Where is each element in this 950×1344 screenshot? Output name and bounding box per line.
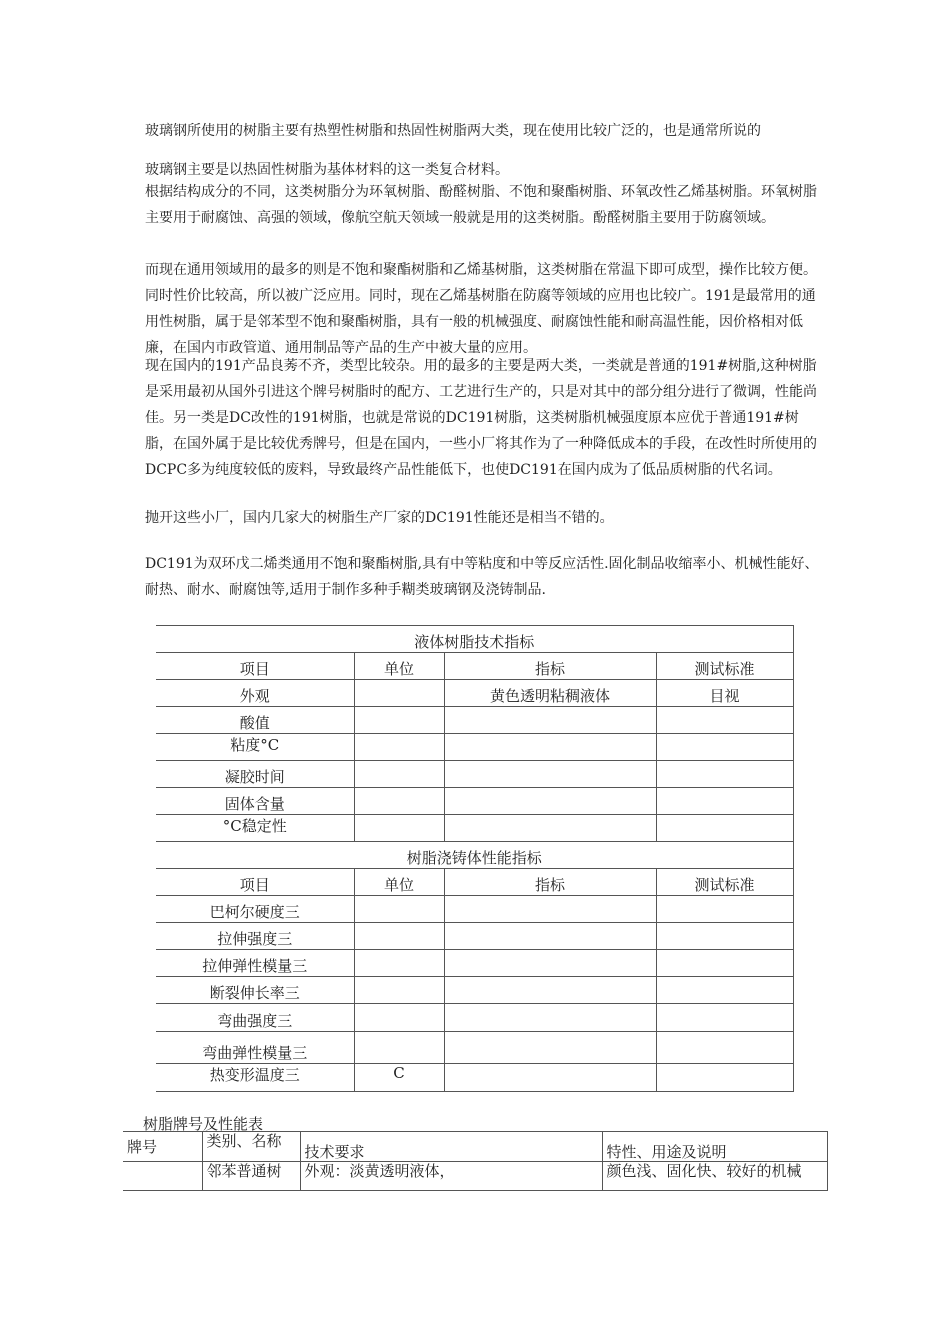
table-cell bbox=[444, 896, 656, 923]
table-cell: 巴柯尔硬度三 bbox=[156, 896, 354, 923]
table-row bbox=[156, 1004, 793, 1032]
table-row bbox=[156, 815, 793, 842]
table-cell bbox=[656, 734, 793, 761]
liquid-table-title: 液体树脂技术指标 bbox=[156, 626, 793, 653]
table-cell bbox=[656, 896, 793, 923]
table-cell bbox=[354, 707, 444, 734]
table-cell: 粘度°C bbox=[156, 734, 354, 761]
table-cell bbox=[656, 1032, 793, 1064]
table-cell: 外观：淡黄透明液体， bbox=[300, 1162, 602, 1191]
table-cell: 邻苯普通树 bbox=[202, 1162, 300, 1191]
paragraph-7: DC191为双环戊二烯类通用不饱和聚酯树脂,具有中等粘度和中等反应活性.固化制品收缩率小、机械性能好、耐热、耐水、耐腐蚀等,适用于制作多种手糊类玻璃钢及浇铸制品. bbox=[145, 556, 819, 598]
table-cell bbox=[444, 977, 656, 1004]
table-cell: 热变形温度三 bbox=[156, 1064, 354, 1092]
table-cell bbox=[354, 896, 444, 923]
liquid-header-index: 指标 bbox=[444, 653, 656, 680]
paragraph-4: 而现在通用领域用的最多的则是不饱和聚酯树脂和乙烯基树脂，这类树脂在常温下即可成型，操作比较方便。同时性价比较高，所以被广泛应用。同时，现在乙烯基树脂在防腐等领域的应用也比较广。191是最常用的通用性树脂，属于是邻苯型不饱和聚酯树脂，具有一般的机械强度、耐腐蚀性能和耐高温性能，因价格相对低廉，在国内市政管道、通用制品等产品的生产中被大量的应用。 bbox=[145, 262, 817, 356]
cast-header-item: 项目 bbox=[156, 869, 354, 896]
table-cell bbox=[444, 1004, 656, 1032]
table-cell: 黄色透明粘稠液体 bbox=[444, 680, 656, 707]
paragraph-5: 现在国内的191产品良莠不齐，类型比较杂。用的最多的主要是两大类，一类就是普通的191#树脂,这种树脂是采用最初从国外引进这个牌号树脂时的配方、工艺进行生产的，只是对其中的部分组分进行了微调，性能尚佳。另一类是DC改性的191树脂，也就是常说的DC191树脂，这类树脂机械强度原本应优于普通191#树脂，在国外属于是比较优秀牌号，但是在国内，一些小厂将其作为了一种降低成本的手段，在改性时所使用的DCPC多为纯度较低的废料，导致最终产品性能低下，也使DC191在国内成为了低品质树脂的代名词。 bbox=[145, 358, 817, 478]
table-cell bbox=[354, 950, 444, 977]
table-cell: 目视 bbox=[656, 680, 793, 707]
cast-header-index: 指标 bbox=[444, 869, 656, 896]
table-cell bbox=[354, 1032, 444, 1064]
table-cell bbox=[656, 815, 793, 842]
table-cell bbox=[354, 977, 444, 1004]
table-cell: 凝胶时间 bbox=[156, 761, 354, 788]
table-row bbox=[156, 788, 793, 815]
cast-header-unit: 单位 bbox=[354, 869, 444, 896]
table-row bbox=[156, 761, 793, 788]
table-row bbox=[156, 977, 793, 1004]
table-cell bbox=[444, 761, 656, 788]
table-cell bbox=[656, 977, 793, 1004]
cast-table-title: 树脂浇铸体性能指标 bbox=[156, 842, 793, 869]
grade-header-category: 类别、名称 bbox=[202, 1132, 300, 1162]
table-cell bbox=[656, 1004, 793, 1032]
table-cell: °C稳定性 bbox=[156, 815, 354, 842]
table-cell bbox=[444, 788, 656, 815]
liquid-header-unit: 单位 bbox=[354, 653, 444, 680]
grade-header-code: 牌号 bbox=[123, 1132, 202, 1162]
table-cell bbox=[354, 761, 444, 788]
table-row bbox=[156, 923, 793, 950]
table-cell: 固体含量 bbox=[156, 788, 354, 815]
table-cell: 断裂伸长率三 bbox=[156, 977, 354, 1004]
table-cell: 拉伸弹性模量三 bbox=[156, 950, 354, 977]
table-cell: 颜色浅、固化快、较好的机械 bbox=[602, 1162, 827, 1191]
paragraph-1: 玻璃钢所使用的树脂主要有热塑性树脂和热固性树脂两大类，现在使用比较广泛的，也是通常所说的 bbox=[145, 123, 761, 139]
table-cell: 外观 bbox=[156, 680, 354, 707]
table-cell bbox=[354, 788, 444, 815]
table-cell bbox=[656, 788, 793, 815]
liquid-header-standard: 测试标准 bbox=[656, 653, 793, 680]
table-cell bbox=[444, 1064, 656, 1092]
paragraph-3: 根据结构成分的不同，这类树脂分为环氧树脂、酚醛树脂、不饱和聚酯树脂、环氧改性乙烯基树脂。环氧树脂主要用于耐腐蚀、高强的领域，像航空航天领域一般就是用的这类树脂。酚醛树脂主要用于防腐领域。 bbox=[145, 184, 817, 226]
table-cell bbox=[656, 761, 793, 788]
table-cell bbox=[354, 1004, 444, 1032]
table-cell bbox=[354, 680, 444, 707]
table-cell bbox=[123, 1162, 202, 1191]
table-cell bbox=[656, 923, 793, 950]
cast-header-standard: 测试标准 bbox=[656, 869, 793, 896]
table-cell bbox=[444, 950, 656, 977]
table-cell bbox=[354, 923, 444, 950]
liquid-header-item: 项目 bbox=[156, 653, 354, 680]
table-cell: 弯曲强度三 bbox=[156, 1004, 354, 1032]
table-cell: C bbox=[354, 1064, 444, 1092]
paragraph-2: 玻璃钢主要是以热固性树脂为基体材料的这一类复合材料。 bbox=[145, 162, 509, 178]
grade-table-caption: 树脂牌号及性能表 bbox=[143, 1115, 264, 1133]
table-cell bbox=[656, 950, 793, 977]
table-cell bbox=[656, 1064, 793, 1092]
table-cell bbox=[354, 815, 444, 842]
table-cell: 弯曲弹性模量三 bbox=[156, 1032, 354, 1064]
table-row bbox=[156, 1064, 793, 1092]
table-row bbox=[156, 896, 793, 923]
table-cell bbox=[444, 734, 656, 761]
table-cell bbox=[444, 707, 656, 734]
grade-header-usage: 特性、用途及说明 bbox=[602, 1132, 827, 1162]
table-cell bbox=[444, 923, 656, 950]
table-cell: 酸值 bbox=[156, 707, 354, 734]
table-row bbox=[156, 950, 793, 977]
table-cell: 拉伸强度三 bbox=[156, 923, 354, 950]
grade-header-requirement: 技术要求 bbox=[300, 1132, 602, 1162]
table-row bbox=[156, 680, 793, 707]
table-cell bbox=[354, 734, 444, 761]
table-cell bbox=[444, 1032, 656, 1064]
table-cell bbox=[656, 707, 793, 734]
paragraph-6: 抛开这些小厂，国内几家大的树脂生产厂家的DC191性能还是相当不错的。 bbox=[145, 510, 614, 526]
grade-table bbox=[123, 1131, 828, 1191]
table-cell bbox=[444, 815, 656, 842]
table-row bbox=[123, 1162, 827, 1191]
table-row bbox=[156, 734, 793, 761]
spec-table bbox=[156, 625, 794, 1092]
table-row bbox=[156, 707, 793, 734]
table-row bbox=[156, 1032, 793, 1064]
